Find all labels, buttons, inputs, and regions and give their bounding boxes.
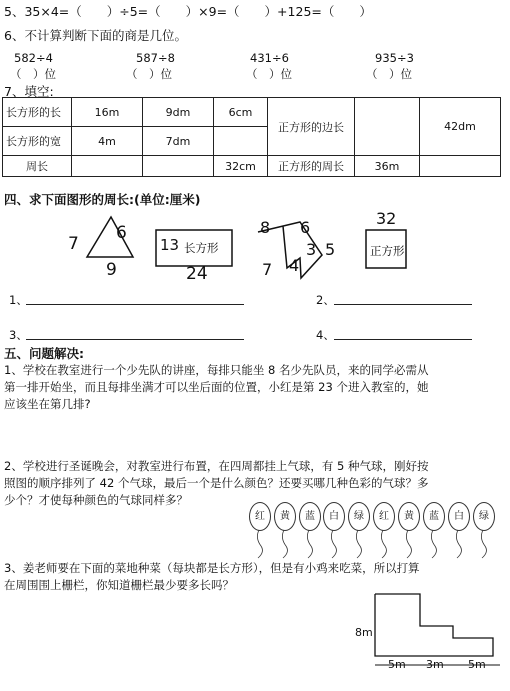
polygon-side-e: 7 [262, 260, 273, 279]
problem-2-line-1: 2、学校进行圣诞晚会，对教室进行布置，在四周都挂上气球，有 5 种气球，刚好按 [4, 459, 429, 473]
answer-4-label: 4、 [316, 328, 335, 342]
q6-blank-4: （ ）位 [366, 67, 412, 81]
cell-r1c1: 16m [72, 98, 143, 127]
triangle-side-a: 7 [68, 234, 79, 254]
garden-width-2: 3m [426, 658, 444, 671]
balloon-6: 红 [373, 502, 395, 531]
q6-expr-3: 431÷6 [250, 51, 289, 65]
cell-r1c2: 9dm [143, 98, 214, 127]
balloon-10: 绿 [473, 502, 495, 531]
garden-width-3: 5m [468, 658, 486, 671]
q6-blank-3: （ ）位 [246, 67, 292, 81]
balloon-2: 黄 [274, 502, 296, 531]
triangle-side-b: 6 [116, 223, 127, 243]
square-perim-cell-1: 36m [355, 156, 420, 177]
balloon-3: 蓝 [299, 502, 321, 531]
cell-r2c1: 4m [72, 127, 143, 156]
q5-line: 5、35×4=（ ）÷5=（ ）×9=（ ）+125=（ ） [4, 4, 372, 19]
answer-2-label: 2、 [316, 293, 335, 307]
polygon-side-c: 3 [306, 240, 317, 259]
row-label-length: 长方形的长 [3, 98, 72, 127]
problem-2-line-3: 少个？才使每种颜色的气球同样多？ [4, 493, 188, 507]
problem-2-line-2: 照图的顺序排列了 42 个气球，最后一个是什么颜色？还要买哪几种色彩的气球？多 [4, 476, 429, 490]
problem-1-line-1: 1、学校在教室进行一个少先队的讲座，每排只能坐 8 名少先队员，来的同学必需从 [4, 363, 429, 377]
balloon-4: 白 [323, 502, 345, 531]
cell-r3c3: 32cm [214, 156, 268, 177]
balloon-8: 蓝 [423, 502, 445, 531]
q7-title: 7、填空: [4, 84, 54, 99]
problem-3-line-1: 3、姜老师要在下面的菜地种菜（每块都是长方形），但是有小鸡来吃菜，所以打算 [4, 561, 420, 575]
rectangle-length: 24 [186, 264, 208, 284]
rectangle-name: 长方形 [184, 241, 219, 255]
section4-title: 四、求下面图形的周长:(单位:厘米) [4, 192, 201, 207]
q6-title: 6、不计算判断下面的商是几位。 [4, 28, 187, 43]
balloon-7: 黄 [398, 502, 420, 531]
row-label-perimeter: 周长 [3, 156, 72, 177]
cell-r2c2: 7dm [143, 127, 214, 156]
q6-expr-2: 587÷8 [136, 51, 175, 65]
problem-1-line-2: 第一排开始坐，而且每排坐满才可以坐后面的位置，小红是第 23 个进入教室的，她 [4, 380, 429, 394]
triangle-side-c: 9 [106, 260, 117, 280]
answer-3-label: 3、 [9, 328, 28, 342]
polygon-side-d: 5 [325, 240, 336, 259]
balloon-9: 白 [448, 502, 470, 531]
problem-1-line-3: 应该坐在第几排? [4, 397, 91, 411]
rectangle-width: 13 [160, 236, 180, 254]
row-label-width: 长方形的宽 [3, 127, 72, 156]
garden-width-1: 5m [388, 658, 406, 671]
polygon-side-f: 4 [289, 256, 300, 275]
garden-height-label: 8m [355, 626, 373, 639]
q6-expr-4: 935÷3 [375, 51, 414, 65]
q6-blank-1: （ ）位 [10, 67, 56, 81]
cell-r1c3: 6cm [214, 98, 268, 127]
square-side: 32 [376, 209, 397, 228]
polygon-side-b: 6 [300, 218, 311, 237]
balloon-5: 绿 [348, 502, 370, 531]
square-perim-label: 正方形的周长 [268, 156, 355, 177]
answer-1-label: 1、 [9, 293, 28, 307]
q6-expr-1: 582÷4 [14, 51, 53, 65]
q6-blank-2: （ ）位 [126, 67, 172, 81]
section5-title: 五、问题解决: [4, 346, 84, 361]
polygon-side-a: 8 [260, 218, 271, 237]
square-side-label: 正方形的边长 [268, 98, 355, 156]
square-name: 正方形 [370, 244, 405, 258]
balloon-1: 红 [249, 502, 271, 531]
problem-3-line-2: 在周围围上栅栏，你知道栅栏最少要多长吗？ [4, 578, 234, 592]
square-side-cell-2: 42dm [420, 98, 501, 156]
